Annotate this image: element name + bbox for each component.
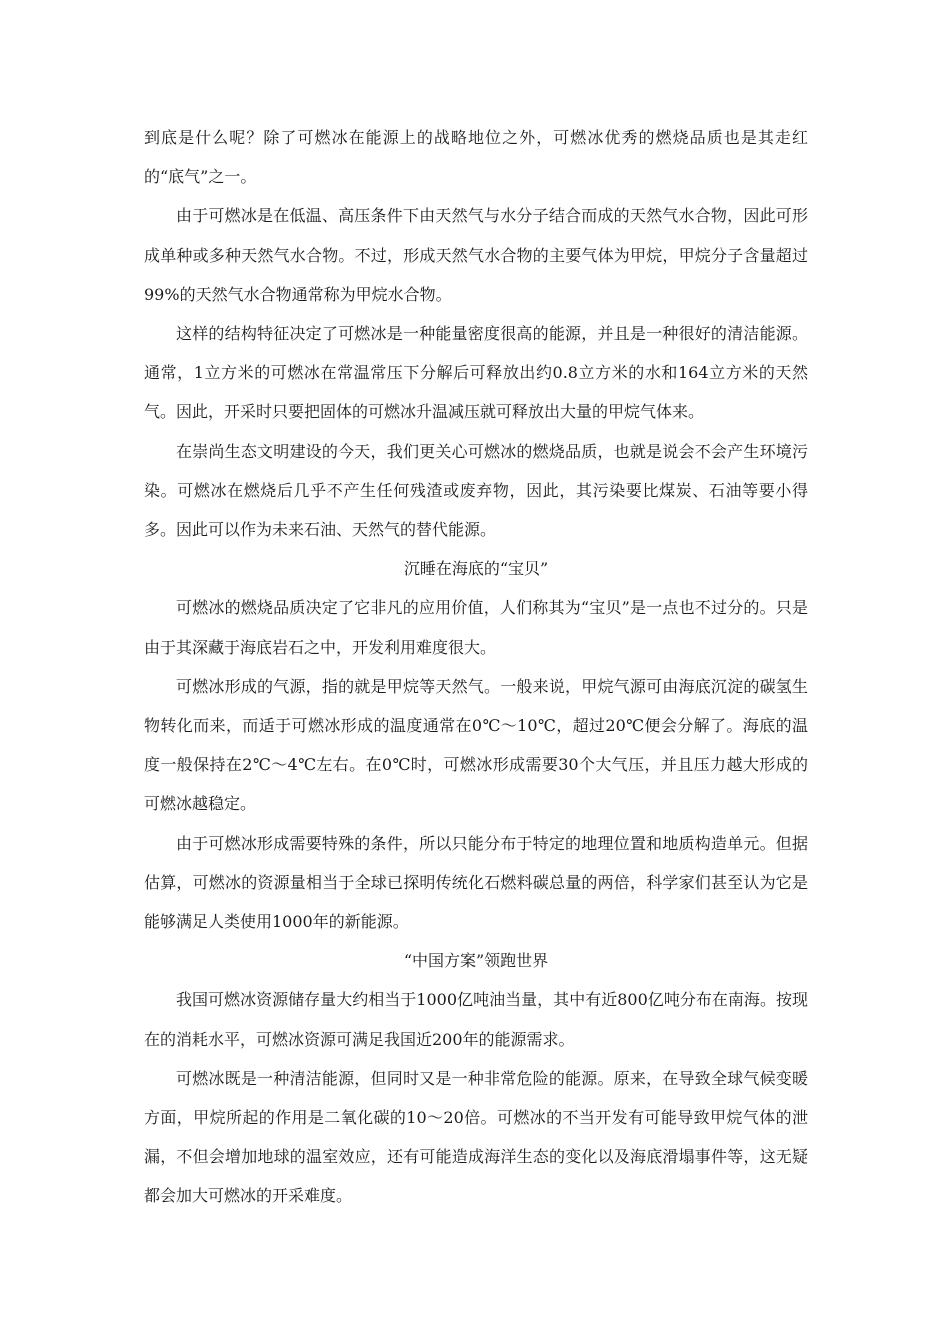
paragraph-8: 我国可燃冰资源储存量大约相当于1000亿吨油当量，其中有近800亿吨分布在南海。按现在的消耗水平，可燃冰资源可满足我国近200年的能源需求。 <box>144 990 808 1049</box>
section-heading-treasure: 沉睡在海底的“宝贝” <box>403 559 549 579</box>
document-page <box>144 118 808 1216</box>
paragraph-5: 可燃冰的燃烧品质决定了它非凡的应用价值，人们称其为“宝贝”是一点也不过分的。只是由于其深藏于海底岩石之中，开发利用难度很大。 <box>144 598 808 657</box>
paragraph-1: 到底是什么呢？除了可燃冰在能源上的战略地位之外，可燃冰优秀的燃烧品质也是其走红的“底气”之一。 <box>144 128 808 187</box>
paragraph-9: 可燃冰既是一种清洁能源，但同时又是一种非常危险的能源。原来，在导致全球气候变暖方面，甲烷所起的作用是二氧化碳的10～20倍。可燃冰的不当开发有可能导致甲烷气体的泄漏，不但会增加地球的温室效应，还有可能造成海洋生态的变化以及海底滑塌事件等，这无疑都会加大可燃冰的开采难度。 <box>144 1068 808 1206</box>
paragraph-2: 由于可燃冰是在低温、高压条件下由天然气与水分子结合而成的天然气水合物，因此可形成单种或多种天然气水合物。不过，形成天然气水合物的主要气体为甲烷，甲烷分子含量超过99%的天然气水合物通常称为甲烷水合物。 <box>144 206 808 304</box>
paragraph-3: 这样的结构特征决定了可燃冰是一种能量密度很高的能源，并且是一种很好的清洁能源。通常，1立方米的可燃冰在常温常压下分解后可释放出约0.8立方米的水和164立方米的天然气。因此，开采时只要把固体的可燃冰升温减压就可释放出大量的甲烷气体来。 <box>144 324 808 422</box>
paragraph-7: 由于可燃冰形成需要特殊的条件，所以只能分布于特定的地理位置和地质构造单元。但据估算，可燃冰的资源量相当于全球已探明传统化石燃料碳总量的两倍，科学家们甚至认为它是能够满足人类使用1000年的新能源。 <box>144 833 808 932</box>
section-heading-china-plan: “中国方案”领跑世界 <box>403 951 549 971</box>
paragraph-4: 在崇尚生态文明建设的今天，我们更关心可燃冰的燃烧品质，也就是说会不会产生环境污染。可燃冰在燃烧后几乎不产生任何残渣或废弃物，因此，其污染要比煤炭、石油等要小得多。因此可以作为未来石油、天然气的替代能源。 <box>144 441 808 540</box>
paragraph-6: 可燃冰形成的气源，指的就是甲烷等天然气。一般来说，甲烷气源可由海底沉淀的碳氢生物转化而来，而适于可燃冰形成的温度通常在0℃～10℃，超过20℃便会分解了。海底的温度一般保持在2℃～4℃左右。在0℃时，可燃冰形成需要30个大气压，并且压力越大形成的可燃冰越稳定。 <box>144 676 808 814</box>
